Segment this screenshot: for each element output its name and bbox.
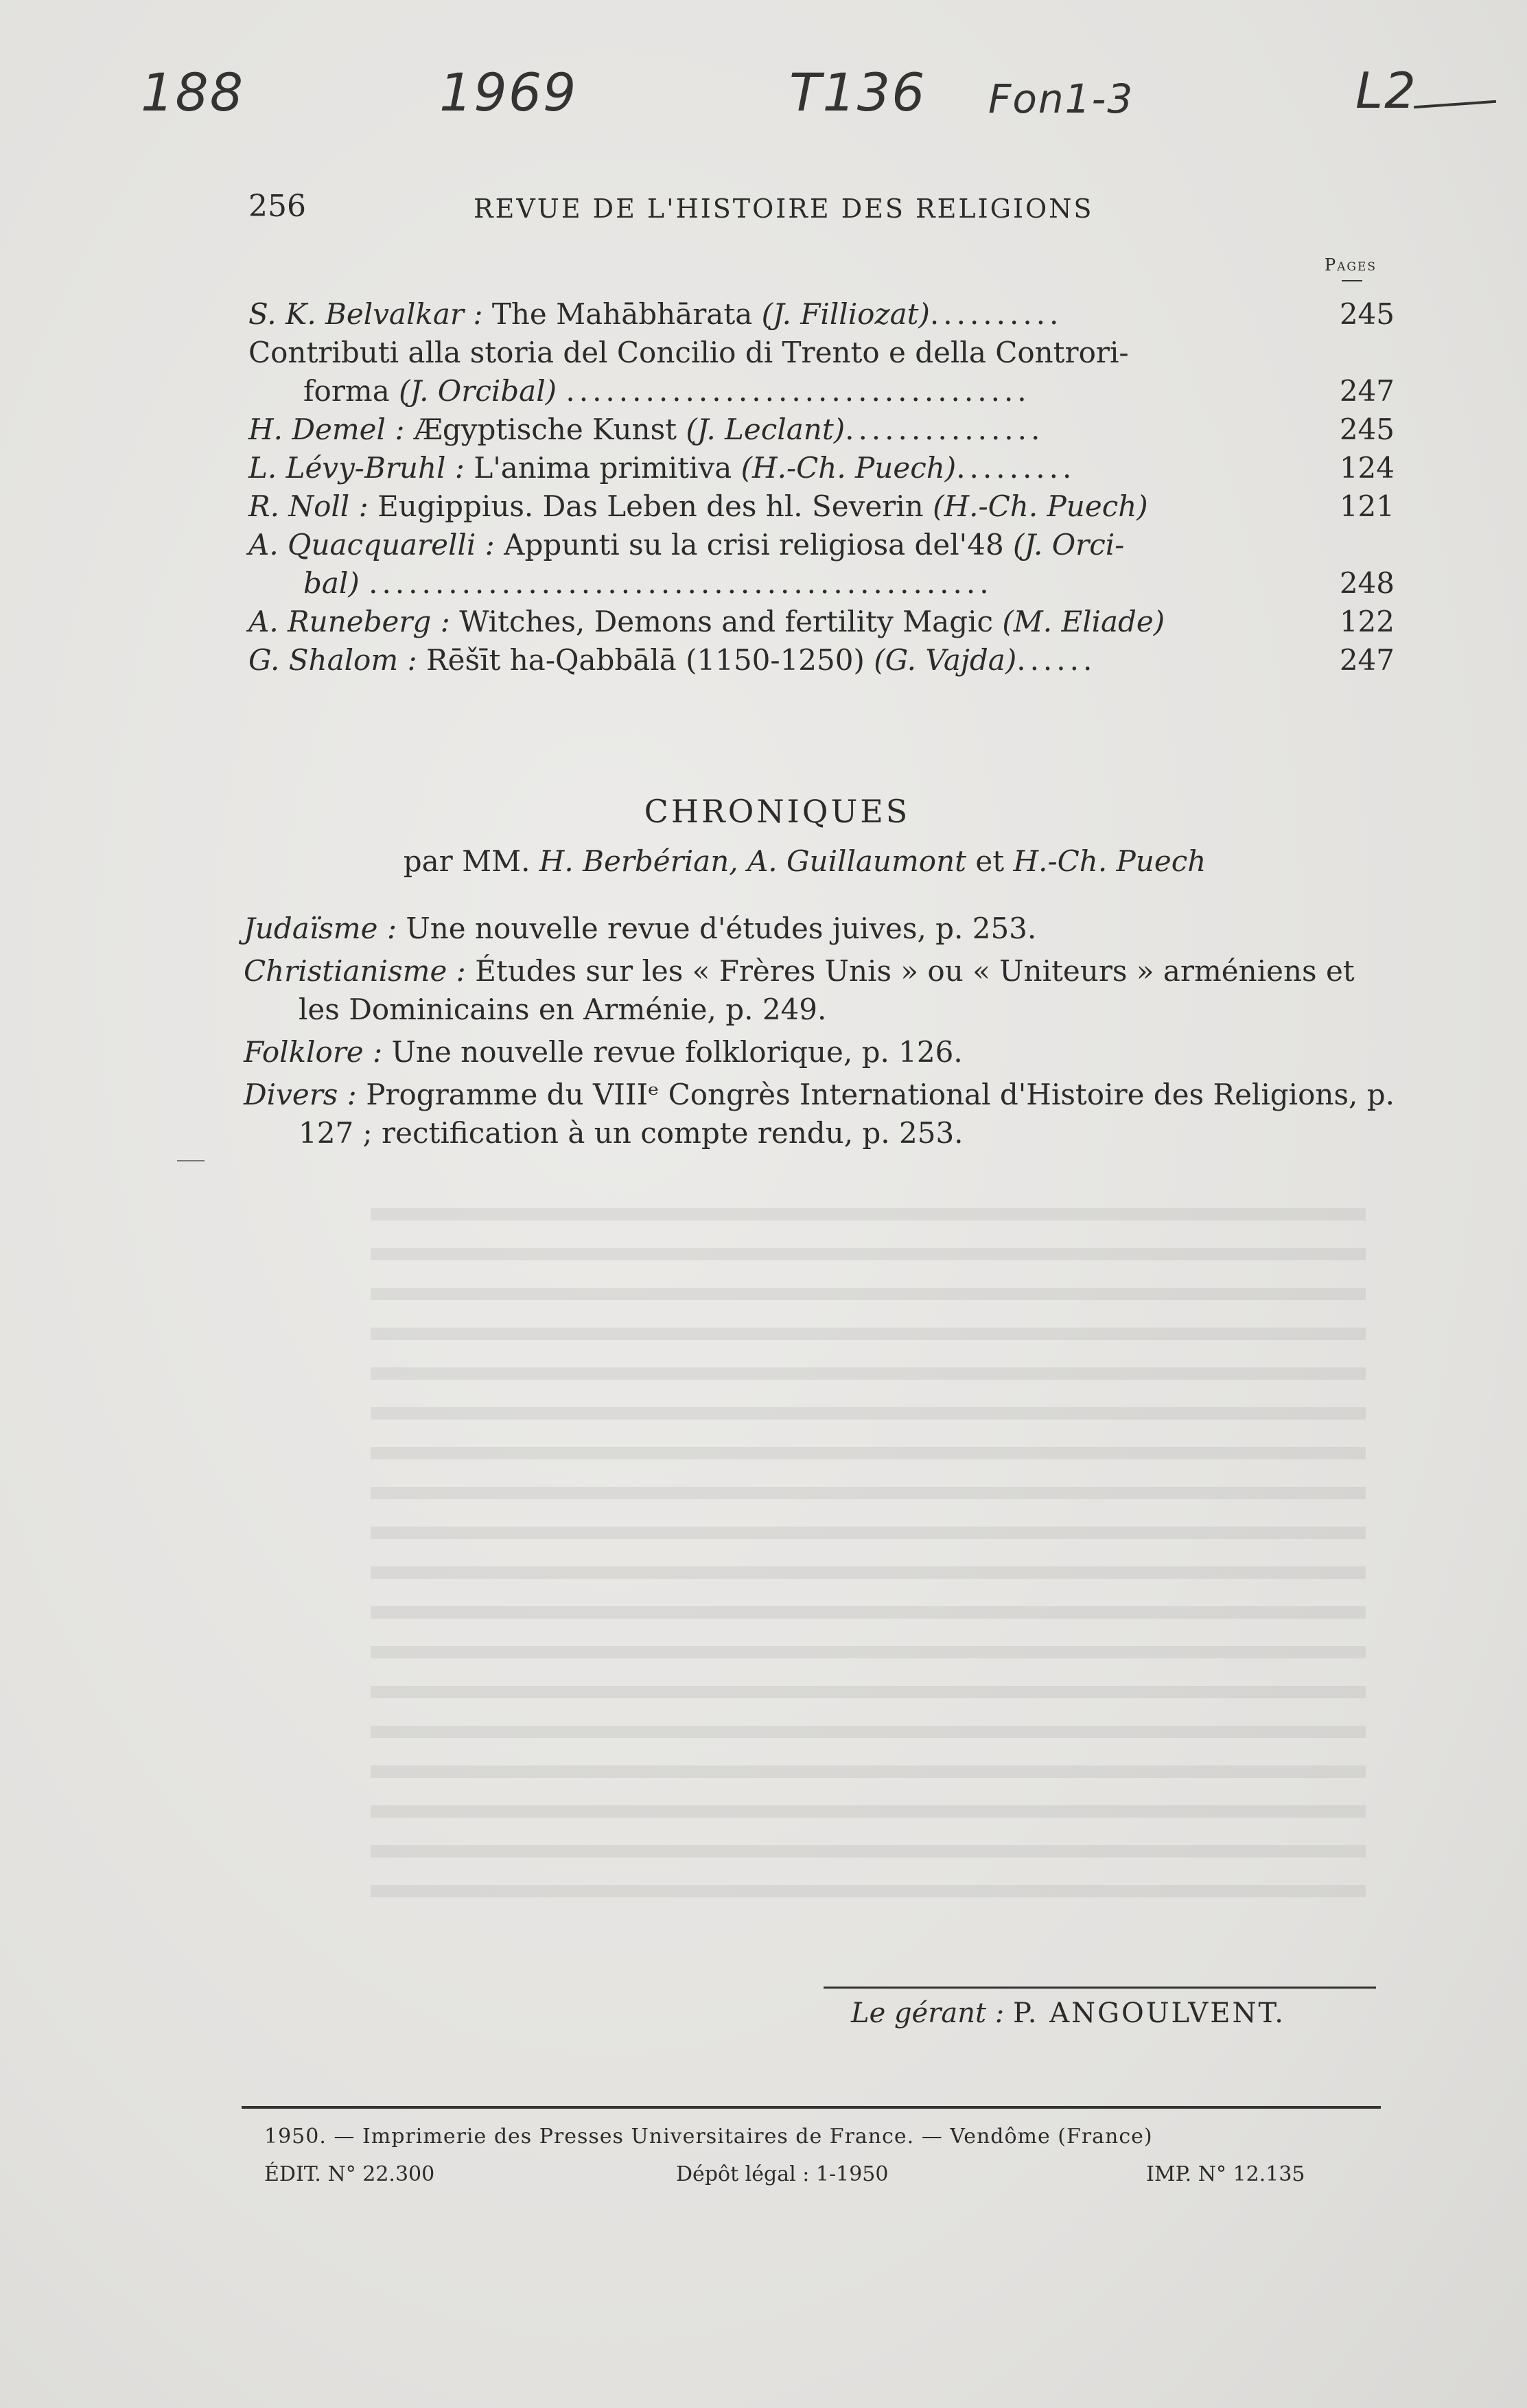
publisher-manager — [851, 1998, 1285, 2029]
review-reviewer: (H.-Ch. Puech) — [933, 489, 1148, 523]
review-entry — [248, 449, 1395, 487]
review-entry — [248, 295, 1395, 334]
handwritten-mark: 1969 — [439, 62, 578, 123]
manager-label: Le gérant : — [851, 1998, 1005, 2029]
review-page: 124 — [1339, 451, 1395, 485]
chronique-label: Christianisme : — [244, 954, 466, 988]
review-page: 245 — [1339, 297, 1395, 331]
handwritten-stroke — [1414, 100, 1496, 108]
review-entry — [248, 603, 1395, 641]
review-entry — [248, 487, 1395, 526]
manager-name: P. ANGOULVENT. — [1012, 1998, 1285, 2029]
review-reviewer: (M. Eliade) — [1002, 605, 1165, 638]
print-number: IMP. N° 12.135 — [1146, 2162, 1305, 2186]
leader-dots: ............................................... — [369, 566, 993, 600]
chronique-label: Divers : — [244, 1078, 357, 1111]
review-author: L. Lévy-Bruhl : — [248, 451, 465, 485]
review-title: Eugippius. Das Leben des hl. Severin — [377, 489, 924, 523]
imprint-line: 1950. — Imprimerie des Presses Universitaires de France. — Vendôme (France) — [264, 2125, 1153, 2149]
review-reviewer: (G. Vajda) — [874, 643, 1017, 677]
review-reviewer-continuation: bal) — [303, 566, 360, 600]
section-title: CHRONIQUES — [644, 793, 911, 830]
review-entry — [248, 526, 1395, 603]
chronique-entry — [244, 1033, 1397, 1072]
review-title: Ægyptische Kunst — [413, 413, 677, 446]
review-page: 122 — [1339, 605, 1395, 638]
legal-deposit: Dépôt légal : 1-1950 — [676, 2162, 889, 2186]
section-byline — [0, 844, 1527, 878]
review-author: A. Runeberg : — [248, 605, 450, 638]
leader-dots: .......... — [929, 297, 1063, 331]
review-title: L'anima primitiva — [474, 451, 732, 485]
review-title: Witches, Demons and fertility Magic — [459, 605, 994, 638]
review-continuation — [248, 372, 1292, 410]
byline-prefix: par MM. — [403, 844, 531, 878]
review-reviewer: (J. Orcibal) — [399, 374, 557, 408]
review-entry — [248, 410, 1395, 449]
review-title: Contributi alla storia del Concilio di Trento e della Controri- — [248, 336, 1129, 369]
chronique-text: Études sur les « Frères Unis » ou « Uniteurs » arméniens et les Dominicains en Arménie, p. 249. — [299, 954, 1355, 1026]
review-reviewer: (H.-Ch. Puech) — [741, 451, 957, 485]
review-title-continuation: forma — [303, 374, 390, 408]
byline-and: et — [975, 844, 1005, 878]
leader-dots: ................................... — [566, 374, 1031, 408]
review-title: The Mahābhārata — [491, 297, 753, 331]
divider — [824, 1987, 1376, 1989]
review-reviewer: (J. Orci- — [1013, 528, 1125, 562]
handwritten-mark: T136 — [789, 62, 926, 123]
review-author: G. Shalom : — [248, 643, 417, 677]
divider — [242, 2106, 1381, 2109]
edition-number: ÉDIT. N° 22.300 — [264, 2162, 435, 2186]
chronique-text: Une nouvelle revue folklorique, p. 126. — [391, 1035, 963, 1069]
leader-dots: ............... — [845, 413, 1045, 446]
review-reviewer: (J. Filliozat) — [761, 297, 930, 331]
running-title: REVUE DE L'HISTOIRE DES RELIGIONS — [474, 194, 1094, 224]
pages-label-rule — [1342, 280, 1362, 281]
chronique-label: Judaïsme : — [244, 912, 397, 945]
review-entry — [248, 334, 1395, 410]
review-continuation — [248, 564, 1292, 603]
review-title: Appunti su la crisi religiosa del'48 — [504, 528, 1004, 562]
byline-names: H. Berbérian, A. Guillaumont — [539, 844, 967, 878]
review-page: 245 — [1339, 413, 1395, 446]
chronique-entry — [244, 1076, 1397, 1153]
review-author: S. K. Belvalkar : — [248, 297, 483, 331]
review-title: Rēšīt ha-Qabbālā (1150-1250) — [426, 643, 865, 677]
review-page: 247 — [1339, 643, 1395, 677]
byline-last-name: H.-Ch. Puech — [1013, 844, 1207, 878]
review-author: R. Noll : — [248, 489, 369, 523]
handwritten-mark: L2 — [1355, 62, 1417, 119]
review-list — [248, 295, 1395, 680]
review-author: A. Quacquarelli : — [248, 528, 495, 562]
chronique-label: Folklore : — [244, 1035, 383, 1069]
show-through-texture — [371, 1208, 1366, 1922]
review-author: H. Demel : — [248, 413, 405, 446]
handwritten-mark: Fon1-3 — [988, 76, 1134, 122]
chronique-list — [244, 910, 1397, 1157]
chronique-text: Programme du VIIIᵉ Congrès International d'Histoire des Religions, p. 127 ; rectification à un compte rendu, p. 253. — [299, 1078, 1395, 1150]
page-number: 256 — [248, 189, 306, 224]
margin-mark — [177, 1160, 205, 1161]
leader-dots: ...... — [1016, 643, 1097, 677]
leader-dots: ......... — [956, 451, 1076, 485]
review-entry — [248, 641, 1395, 680]
handwritten-mark: 188 — [141, 62, 245, 123]
chronique-entry — [244, 910, 1397, 948]
review-page: 248 — [1339, 566, 1395, 600]
chronique-entry — [244, 952, 1397, 1029]
chronique-text: Une nouvelle revue d'études juives, p. 253. — [406, 912, 1037, 945]
review-page: 121 — [1339, 489, 1395, 523]
review-reviewer: (J. Leclant) — [686, 413, 846, 446]
review-page: 247 — [1339, 374, 1395, 408]
pages-column-label: Pages — [1325, 255, 1377, 275]
